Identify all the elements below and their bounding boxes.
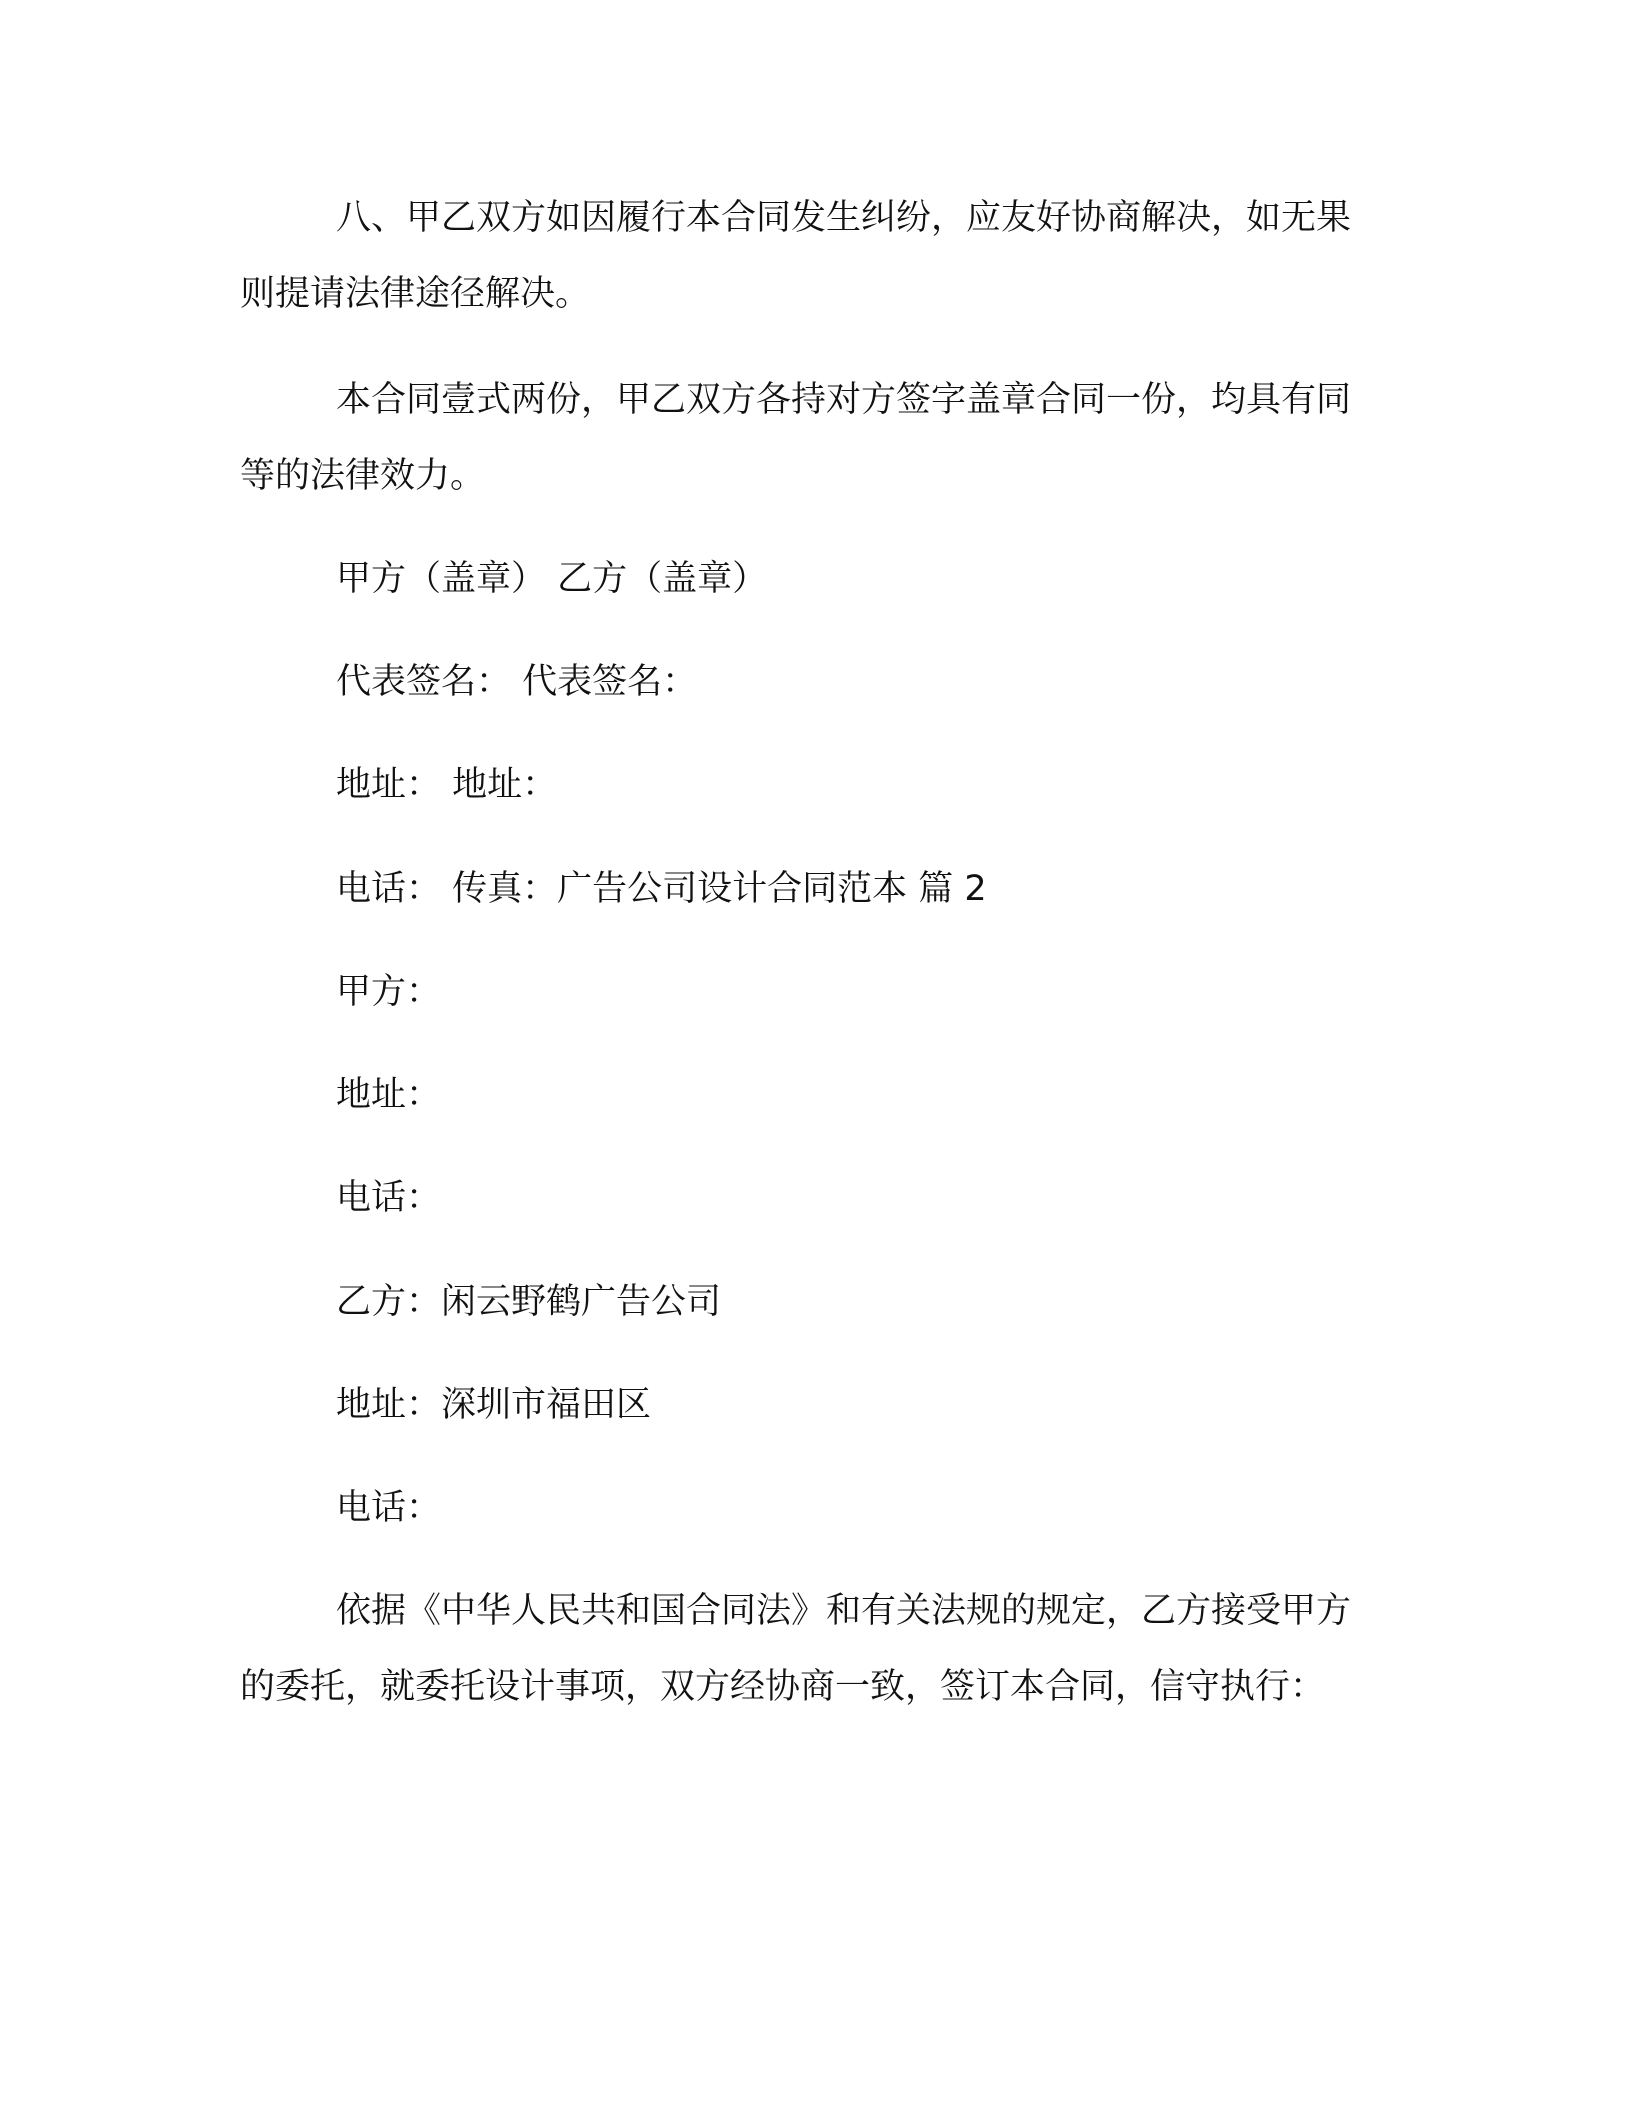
- line-party-seals: 甲方（盖章） 乙方（盖章）: [336, 559, 768, 599]
- paragraph-copies-validity: 本合同壹式两份，甲乙双方各持对方签字盖章合同一份，均具有同等的法律效力。: [240, 380, 1352, 496]
- line-party-a: 甲方：: [336, 972, 442, 1012]
- paragraph-dispute-resolution: 八、甲乙双方如因履行本合同发生纠纷，应友好协商解决，如无果则提请法律途径解决。: [240, 198, 1352, 314]
- line-party-a-phone: 电话：: [336, 1178, 442, 1218]
- line-party-b-address: 地址：深圳市福田区: [336, 1385, 652, 1425]
- line-party-b-phone: 电话：: [336, 1488, 442, 1528]
- line-party-b: 乙方：闲云野鹤广告公司: [336, 1282, 722, 1322]
- line-party-a-address: 地址：: [336, 1075, 442, 1115]
- paragraph-contract-basis: 依据《中华人民共和国合同法》和有关法规的规定，乙方接受甲方的委托，就委托设计事项，双方经协商一致，签订本合同，信守执行：: [240, 1591, 1352, 1707]
- line-representative-signatures: 代表签名： 代表签名：: [336, 662, 698, 702]
- line-phone-fax-title: 电话： 传真：广告公司设计合同范本 篇 2: [336, 869, 987, 909]
- line-addresses: 地址： 地址：: [336, 765, 558, 805]
